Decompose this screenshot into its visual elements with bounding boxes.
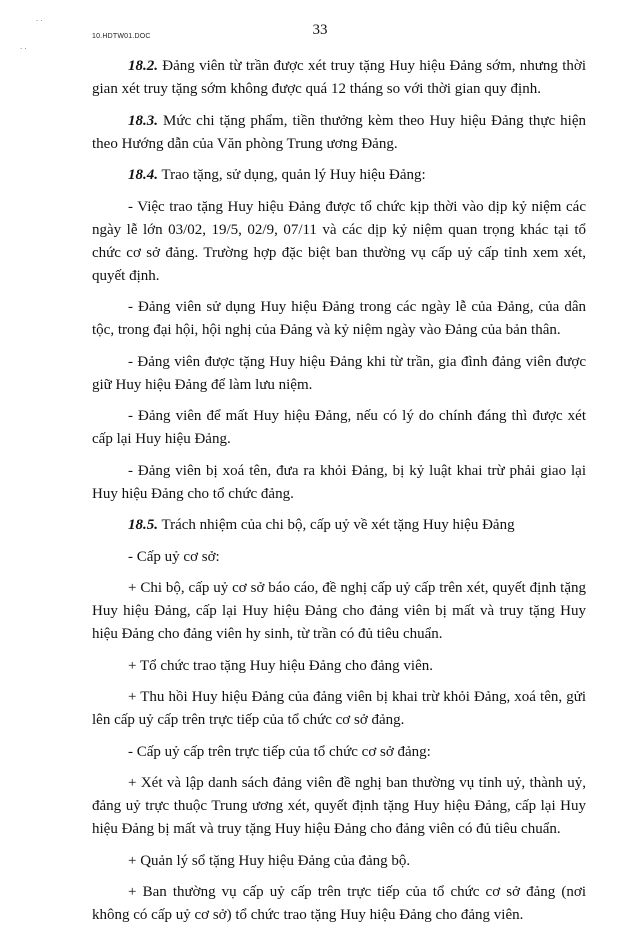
paragraph-text: - Việc trao tặng Huy hiệu Đảng được tổ chức kịp thời vào dịp kỷ niệm các ngày lễ lớn 03/02, 19/5, 02/9, 07/11 và các dịp kỷ niệm quan trọng khác tại tổ chức cơ sở đảng. Trường hợp đặc biệt ban thường vụ cấp uỷ cấp tỉnh xem xét, quyết định. [92,198,586,284]
paragraph-text: - Đảng viên bị xoá tên, đưa ra khỏi Đảng, bị kỷ luật khai trừ phải giao lại Huy hiệu Đảng cho tổ chức đảng. [92,462,586,502]
paragraph-text: - Cấp uỷ cấp trên trực tiếp của tổ chức cơ sở đảng: [128,743,431,760]
section-number: 18.5. [128,517,158,533]
paragraph-text: + Chi bộ, cấp uỷ cơ sở báo cáo, đề nghị cấp uỷ cấp trên xét, quyết định tặng Huy hiệu Đảng, cấp lại Huy hiệu Đảng cho đảng viên bị mất và truy tặng Huy hiệu Đảng cho đảng viên hy sinh, từ trần có đủ tiêu chuẩn. [92,580,586,642]
paragraph-item [92,351,586,397]
paragraph-item [92,460,586,506]
paragraph-18-5 [92,514,586,537]
section-number: 18.4. [128,167,158,183]
paragraph-item [92,577,586,646]
paragraph-text: - Đảng viên sử dụng Huy hiệu Đảng trong các ngày lễ của Đảng, của dân tộc, trong đại hội, hội nghị của Đảng và kỷ niệm ngày vào Đảng của bản thân. [92,299,586,338]
paragraph-text: + Xét và lập danh sách đảng viên đề nghị ban thường vụ tỉnh uỷ, thành uỷ, đảng uỷ trực thuộc Trung ương xét, quyết định tặng Huy hiệu Đảng, cấp lại Huy hiệu Đảng bị mất và truy tặng Huy hiệu Đảng cho đảng viên có đủ tiêu chuẩn. [92,775,586,837]
paragraph-text: Đảng viên từ trần được xét truy tặng Huy hiệu Đảng sớm, nhưng thời gian xét truy tặng sớm không được quá 12 tháng so với thời gian quy định. [92,58,586,97]
paragraph-text: - Đảng viên để mất Huy hiệu Đảng, nếu có lý do chính đáng thì được xét cấp lại Huy hiệu Đảng. [92,408,586,447]
section-number: 18.2. [128,58,158,74]
margin-mark-side: . . [20,42,27,51]
section-number: 18.3. [128,112,158,129]
document-body [92,55,586,936]
paragraph-text: Mức chi tặng phẩm, tiền thưởng kèm theo Huy hiệu Đảng thực hiện theo Hướng dẫn của Văn phòng Trung ương Đảng. [92,112,586,152]
paragraph-text: + Ban thường vụ cấp uỷ cấp trên trực tiếp của tổ chức cơ sở đảng (nơi không có cấp uỷ cơ sở) tổ chức trao tặng Huy hiệu Đảng cho đảng viên. [92,884,586,923]
page-number: 33 [312,22,328,38]
paragraph-text: + Tổ chức trao tặng Huy hiệu Đảng cho đảng viên. [128,657,433,674]
paragraph-18-2 [92,55,586,101]
paragraph-item [92,196,586,288]
paragraph-item [92,881,586,927]
paragraph-text: Trao tặng, sử dụng, quản lý Huy hiệu Đảng: [158,167,426,183]
paragraph-item [92,296,586,342]
paragraph-text: - Cấp uỷ cơ sở: [128,548,220,565]
file-code: 10.HDTW01.DOC [92,33,151,40]
paragraph-item [92,850,586,873]
paragraph-text: + Thu hồi Huy hiệu Đảng của đảng viên bị khai trừ khỏi Đảng, xoá tên, gửi lên cấp uỷ cấp trên trực tiếp của tổ chức cơ sở đảng. [92,689,586,728]
paragraph-item [92,655,586,678]
paragraph-item [92,546,586,569]
margin-mark-top: . . [36,14,43,23]
paragraph-item [92,772,586,841]
paragraph-18-4 [92,164,586,187]
paragraph-item [92,405,586,451]
paragraph-text: - Đảng viên được tặng Huy hiệu Đảng khi từ trần, gia đình đảng viên được giữ Huy hiệu Đảng để làm lưu niệm. [92,353,586,393]
paragraph-text: Trách nhiệm của chi bộ, cấp uỷ về xét tặng Huy hiệu Đảng [158,517,515,533]
paragraph-item [92,741,586,764]
paragraph-item [92,686,586,732]
paragraph-18-3 [92,110,586,156]
paragraph-text: + Quản lý sổ tặng Huy hiệu Đảng của đảng bộ. [128,852,411,869]
